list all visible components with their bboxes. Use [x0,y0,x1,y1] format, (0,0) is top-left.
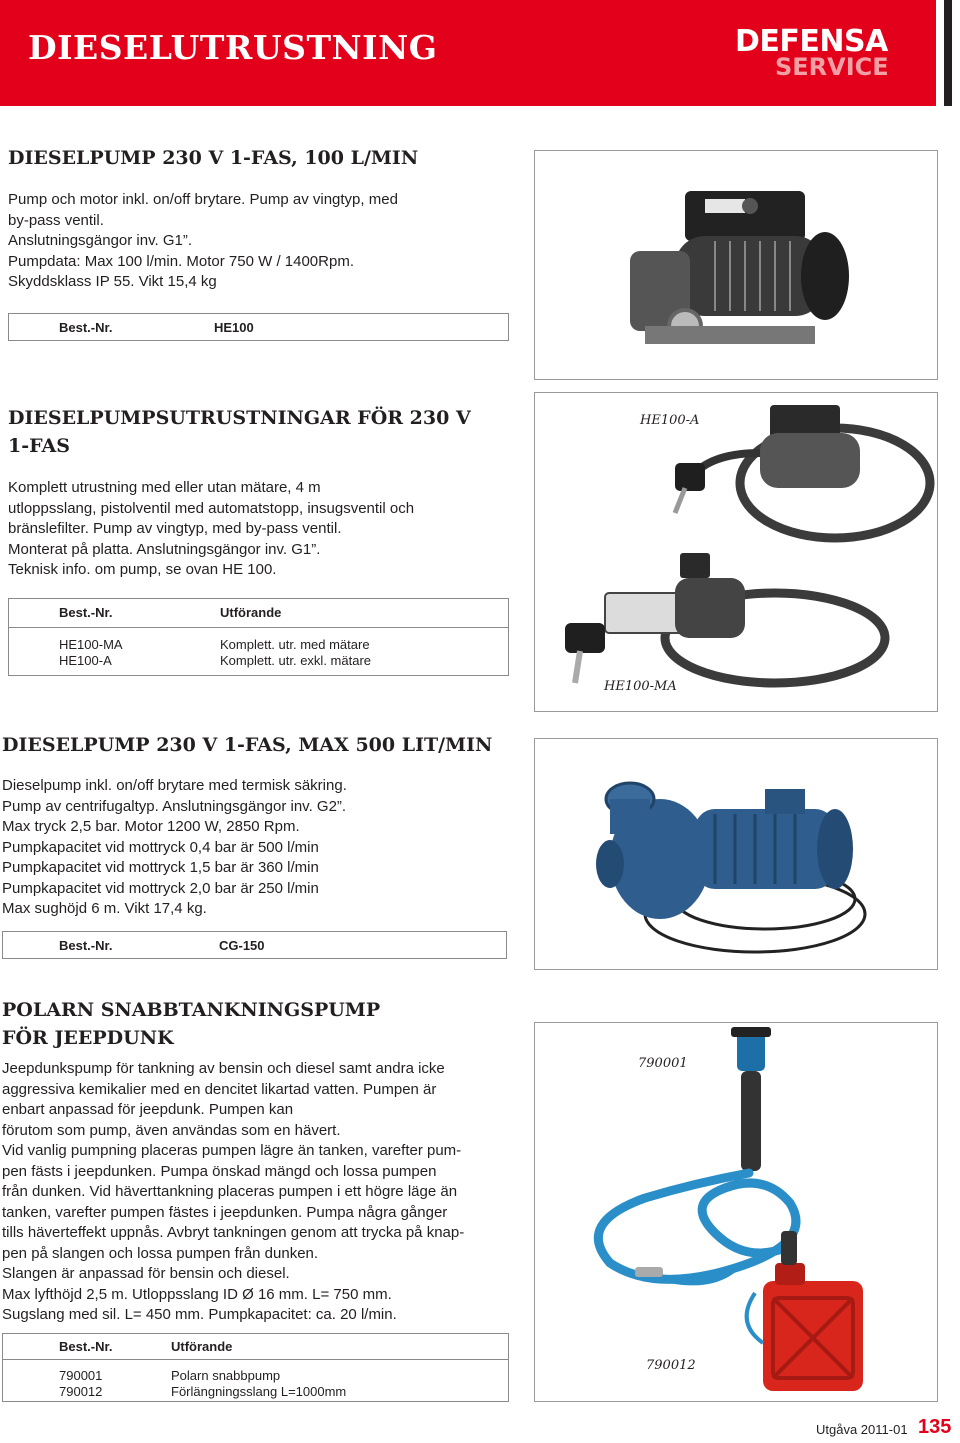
table-divider [9,627,508,628]
section3-line: Pumpkapacitet vid mottryck 0,4 bar är 500 l/min [2,838,319,856]
section4-line: Sugslang med sil. L= 450 mm. Pumpkapacitet: ca. 20 l/min. [2,1306,397,1323]
order-value: CG-150 [219,938,265,953]
pump-kit-illustration [535,393,938,712]
section3-line: Pumpkapacitet vid mottryck 2,0 bar är 250 l/min [2,879,319,897]
order-label: Best.-Nr. [59,938,113,953]
table-cell: Komplett. utr. exkl. mätare [220,653,372,668]
brand-logo-line2: SERVICE [775,53,889,81]
image-caption: 790012 [646,1358,696,1373]
centrifugal-pump-illustration [535,739,938,970]
table-cell: Förlängningsslang L=1000mm [171,1384,347,1399]
section1-line: Pumpdata: Max 100 l/min. Motor 750 W / 1400Rpm. [8,252,354,270]
section3-order-box [2,931,507,959]
table-cell: 790012 [59,1384,103,1399]
table-header: Best.-Nr. [59,605,113,620]
section1-line: Pump och motor inkl. on/off brytare. Pump av vingtyp, med [8,191,398,208]
section4-title-line: POLARN SNABBTANKNINGSPUMP [2,999,381,1021]
section1-order-box [8,313,509,341]
table-divider [3,1359,508,1360]
section4-title-line: FÖR JEEPDUNK [2,1027,174,1049]
image-caption: HE100-MA [604,679,677,694]
section2-line: Monterat på platta. Anslutningsgängor inv. G1”. [8,540,321,558]
section2-line: Komplett utrustning med eller utan mätare, 4 m [8,479,321,496]
section4-line: Vid vanlig pumpning placeras pumpen lägre än tanken, varefter pum- [2,1142,462,1159]
section2-line: utloppsslang, pistolventil med automatstopp, insugsventil och [8,499,415,517]
section2-order-table [8,598,509,676]
order-value: HE100 [214,320,254,335]
section2-title-line: DIESELPUMPSUTRUSTNINGAR FÖR 230 V [8,407,471,429]
section4-title [2,996,380,1052]
section1-description [8,190,398,293]
section4-line: Slangen är anpassad för bensin och diesel. [2,1265,290,1282]
section4-line: aggressiva kemikalier med en dencitet likartad vatten. Pumpen är [2,1080,437,1098]
section3-line: Dieselpump inkl. on/off brytare med termisk säkring. [2,777,347,794]
section4-line: pen fästs i jeepdunken. Pumpa önskad mängd och lossa pumpen [2,1162,437,1180]
section3-title: DIESELPUMP 230 V 1-FAS, MAX 500 LIT/MIN [2,734,493,756]
image-caption: HE100-A [640,413,700,428]
pump-he100-illustration [535,151,938,380]
section4-line: förutom som pump, även användas som en hävert. [2,1121,341,1139]
section4-line: enbart anpassad för jeepdunk. Pumpen kan [2,1101,294,1118]
section4-line: från dunken. Vid häverttankning placeras pumpen i ett högre läge än [2,1183,458,1200]
section4-description [2,1059,464,1326]
polarn-pump-illustration [535,1023,938,1402]
section2-title [8,404,471,460]
section1-line: Skyddsklass IP 55. Vikt 15,4 kg [8,273,217,290]
section4-line: tanken, varefter pumpen fästes i jeepdunken. Pumpa några gånger [2,1203,448,1221]
product-image-he100 [534,150,938,380]
section4-order-table [2,1333,509,1402]
page-title: DIESELUTRUSTNING [28,28,438,67]
product-image-he100-kits [534,392,938,712]
section1-line: by-pass ventil. [8,211,104,229]
section4-line: Max lyfthöjd 2,5 m. Utloppsslang ID Ø 16 mm. L= 750 mm. [2,1285,392,1303]
table-header: Utförande [171,1339,233,1354]
section4-line: pen på slangen och lossa pumpen från dunken. [2,1244,319,1262]
table-cell: HE100-MA [59,637,123,652]
table-header: Best.-Nr. [59,1339,113,1354]
section4-line: tills häverteffekt uppnås. Avbryt tankningen genom att trycka på knap- [2,1224,465,1241]
table-cell: Polarn snabbpump [171,1368,281,1383]
product-image-polarn [534,1022,938,1402]
section1-line: Anslutningsgängor inv. G1”. [8,232,192,249]
section2-line: Teknisk info. om pump, se ovan HE 100. [8,561,277,578]
page-number: 135 [918,1416,952,1438]
order-label: Best.-Nr. [59,320,113,335]
brand-logo-line1: DEFENSA [735,24,888,59]
section3-line: Pumpkapacitet vid mottryck 1,5 bar är 360 l/min [2,859,319,876]
table-cell: Komplett. utr. med mätare [220,637,370,652]
section2-title-line: 1-FAS [8,435,70,457]
table-cell: 790001 [59,1368,103,1383]
product-image-cg150 [534,738,938,970]
edition-label: Utgåva 2011-01 [816,1422,908,1437]
section4-line: Jeepdunkspump för tankning av bensin och diesel samt andra icke [2,1060,445,1077]
table-header: Utförande [220,605,282,620]
table-cell: HE100-A [59,653,112,668]
image-caption: 790001 [638,1056,688,1071]
section3-line: Max tryck 2,5 bar. Motor 1200 W, 2850 Rpm. [2,818,300,835]
side-strip [944,0,952,106]
section3-description [2,776,347,920]
section3-line: Pump av centrifugaltyp. Anslutningsgängor inv. G2”. [2,797,347,815]
section2-description [8,478,414,581]
section2-line: bränslefilter. Pump av vingtyp, med by-pass ventil. [8,520,342,537]
section1-title: DIESELPUMP 230 V 1-FAS, 100 L/MIN [8,147,419,169]
section3-line: Max sughöjd 6 m. Vikt 17,4 kg. [2,900,207,917]
